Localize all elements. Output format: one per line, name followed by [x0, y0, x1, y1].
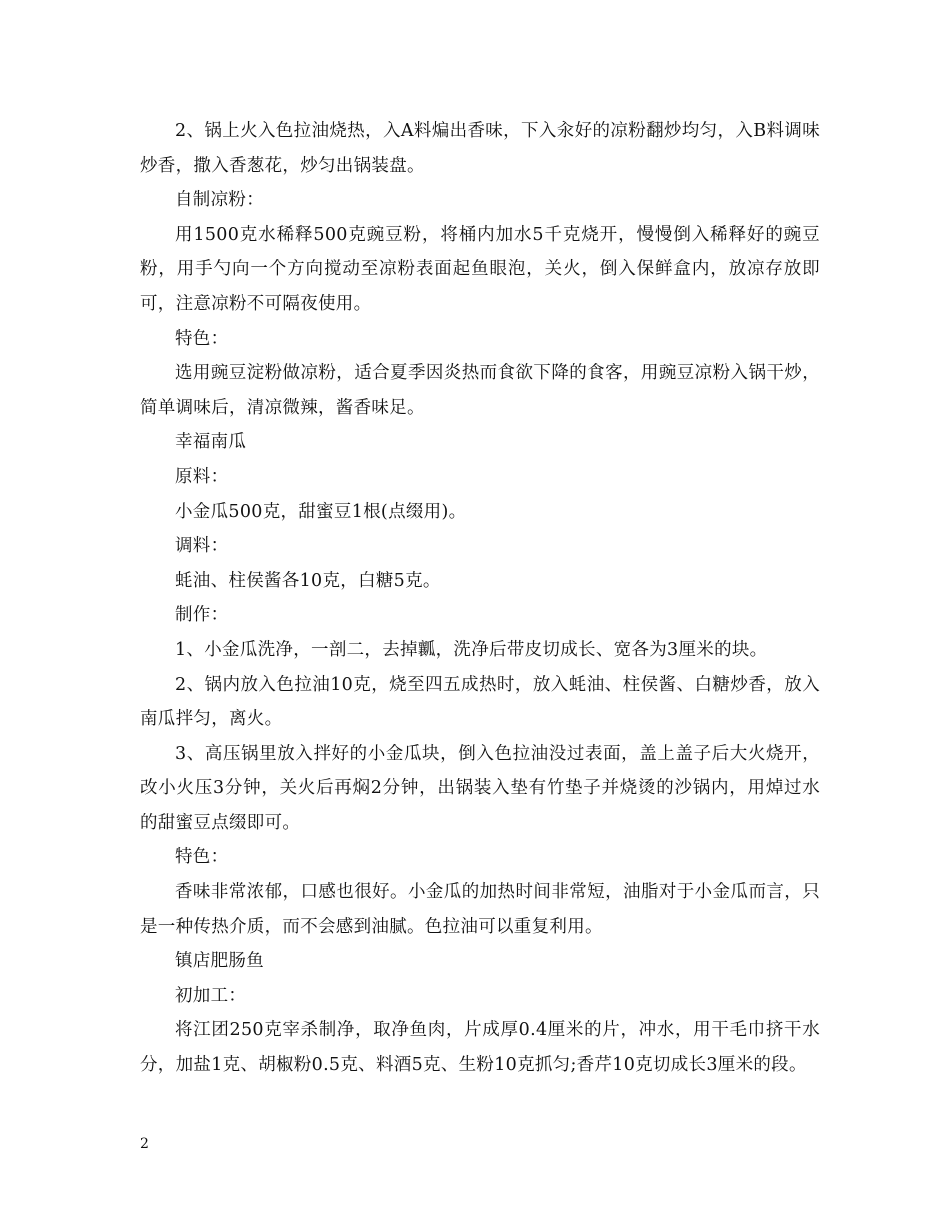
paragraph-homemade-jelly-heading: 自制凉粉： [175, 190, 264, 211]
paragraph-step-2: 2、锅内放入色拉油10克，烧至四五成热时，放入蚝油、柱侯酱、白糖炒香，放入南瓜拌匀，离火。 [140, 674, 820, 730]
paragraph-feature-jelly: 选用豌豆淀粉做凉粉，适合夏季因炎热而食欲下降的食客，用豌豆凉粉入锅干炒，简单调味后，清凉微辣，酱香味足。 [140, 363, 820, 418]
paragraph-initial-processing-heading: 初加工： [175, 985, 247, 1006]
paragraph-step-2-stir-fry: 2、锅上火入色拉油烧热，入A料煸出香味，下入汆好的凉粉翻炒均匀，入B料调味炒香，撒入香葱花，炒匀出锅装盘。 [140, 121, 820, 176]
paragraph-seasoning-heading: 调料： [175, 536, 229, 557]
paragraph-preparation-heading: 制作： [175, 605, 229, 626]
paragraph-ingredients-heading: 原料： [175, 466, 229, 487]
paragraph-feature-pumpkin: 香味非常浓郁，口感也很好。小金瓜的加热时间非常短，油脂对于小金瓜而言，只是一种传热介质，而不会感到油腻。色拉油可以重复利用。 [140, 882, 820, 937]
paragraph-step-3: 3、高压锅里放入拌好的小金瓜块，倒入色拉油没过表面，盖上盖子后大火烧开，改小火压3分钟，关火后再焖2分钟，出锅装入垫有竹垫子并烧烫的沙锅内，用焯过水的甜蜜豆点缀即可。 [140, 743, 820, 833]
paragraph-homemade-jelly-method: 用1500克水稀释500克豌豆粉，将桶内加水5千克烧开，慢慢倒入稀释好的豌豆粉，用手勺向一个方向搅动至凉粉表面起鱼眼泡，关火，倒入保鲜盒内，放凉存放即可，注意凉粉不可隔夜使用。 [140, 224, 820, 314]
paragraph-dish-title-pumpkin: 幸福南瓜 [175, 432, 247, 453]
paragraph-feature-heading-2: 特色： [175, 847, 229, 868]
paragraph-seasoning: 蚝油、柱侯酱各10克，白糖5克。 [175, 570, 441, 591]
page-number: 2 [140, 1136, 149, 1152]
page-body [140, 114, 820, 1083]
paragraph-ingredients: 小金瓜500克，甜蜜豆1根(点缀用)。 [175, 501, 467, 522]
paragraph-step-1: 1、小金瓜洗净，一剖二，去掉瓤，洗净后带皮切成长、宽各为3厘米的块。 [175, 639, 768, 660]
paragraph-feature-heading: 特色： [175, 328, 229, 349]
paragraph-initial-processing: 将江团250克宰杀制净，取净鱼肉，片成厚0.4厘米的片，冲水，用干毛巾挤干水分，加盐1克、胡椒粉0.5克、料酒5克、生粉10克抓匀;香芹10克切成长3厘米的段。 [140, 1020, 820, 1076]
paragraph-dish-title-fish: 镇店肥肠鱼 [175, 951, 264, 972]
